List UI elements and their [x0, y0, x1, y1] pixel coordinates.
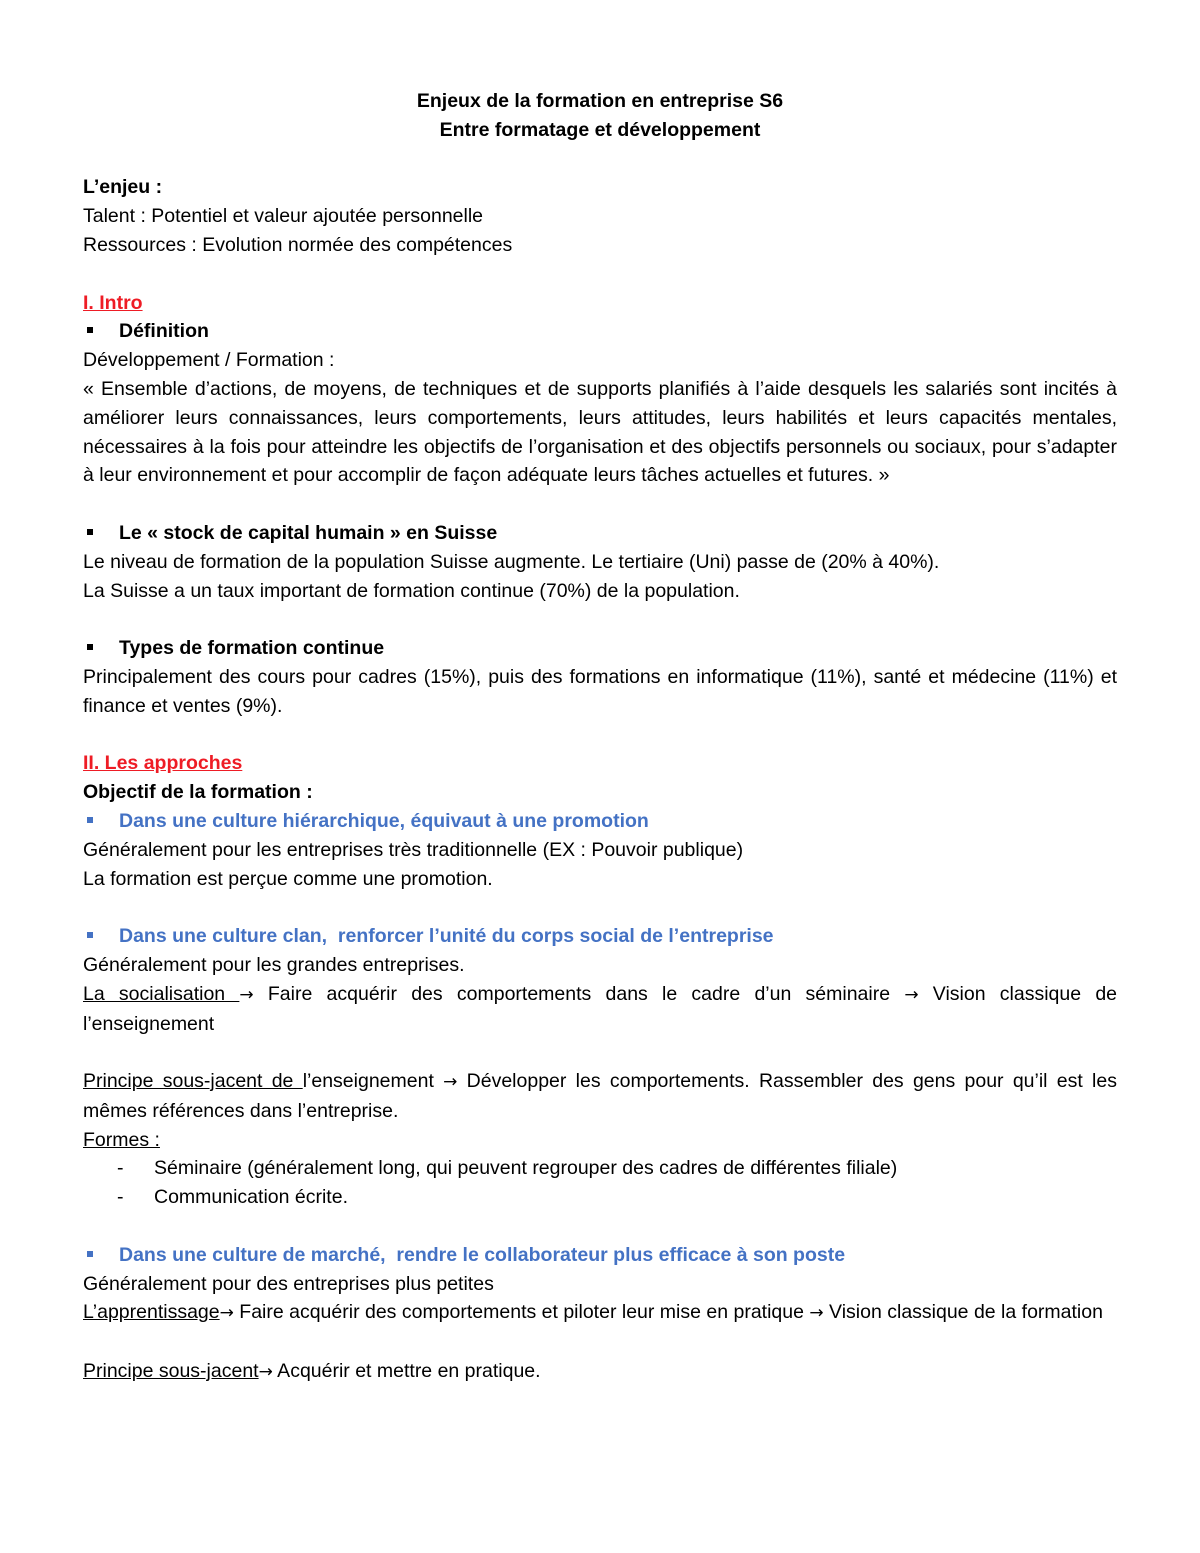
square-bullet-icon	[87, 1251, 93, 1257]
clan-line-1: Généralement pour les grandes entreprises.	[83, 953, 465, 976]
bullet-stock	[83, 519, 1117, 548]
enjeu-ressources: Ressources : Evolution normée des compétences	[83, 233, 513, 256]
hierarchique-line-1: Généralement pour les entreprises très traditionnelle (EX : Pouvoir publique)	[83, 838, 744, 861]
stock-title: Le « stock de capital humain » en Suisse	[119, 521, 498, 544]
square-bullet-icon	[87, 327, 93, 333]
spacer	[83, 490, 1117, 519]
section-approches-heading	[83, 749, 1117, 778]
spacer	[83, 721, 1117, 750]
principe-end: Développer les comportements. Rassembler des gens pour qu’il est les mêmes références dans l’entreprise.	[83, 1070, 1117, 1122]
apprentissage-text: Faire acquérir des comportements et piloter leur mise en pratique	[233, 1301, 810, 1324]
arrow-icon: →	[809, 1303, 824, 1324]
list-item	[83, 1154, 1117, 1183]
objectif-label: Objectif de la formation :	[83, 781, 313, 804]
marche-principe-label: Principe sous-jacent	[83, 1360, 259, 1383]
spacer	[83, 1212, 1117, 1241]
arrow-icon: →	[239, 984, 254, 1005]
spacer	[83, 605, 1117, 634]
clan-socialisation	[83, 980, 1117, 1039]
marche-principe	[83, 1357, 1117, 1387]
arrow-icon: →	[904, 984, 919, 1005]
forme-item-1: Séminaire (généralement long, qui peuvent regrouper des cadres de différentes filiale)	[154, 1157, 898, 1180]
spacer	[83, 145, 1117, 174]
spacer	[83, 260, 1117, 289]
document-title: Enjeux de la formation en entreprise S6	[416, 90, 784, 112]
stock-line-1: Le niveau de formation de la population Suisse augmente. Le tertiaire (Uni) passe de (20% à 40%).	[83, 550, 940, 573]
enjeu-talent: Talent : Potentiel et valeur ajoutée personnelle	[83, 205, 484, 228]
formes-label-line	[83, 1126, 1117, 1155]
spacer	[83, 893, 1117, 922]
marche-title: Dans une culture de marché, rendre le collaborateur plus efficace à son poste	[119, 1243, 846, 1266]
hierarchique-title: Dans une culture hiérarchique, équivaut à une promotion	[119, 809, 649, 832]
socialisation-text: Faire acquérir des comportements dans le cadre d’un séminaire	[253, 982, 905, 1005]
apprentissage-label: L’apprentissage	[83, 1301, 220, 1324]
clan-title: Dans une culture clan, renforcer l’unité du corps social de l’entreprise	[119, 925, 774, 948]
marche-apprentissage	[83, 1298, 1117, 1328]
bullet-types	[83, 634, 1117, 663]
section-approches-heading-text: II. Les approches	[83, 752, 243, 775]
square-bullet-icon	[87, 644, 93, 650]
socialisation-end: Vision classique de l’enseignement	[83, 982, 1118, 1035]
square-bullet-icon	[87, 817, 93, 823]
marche-principe-end: Acquérir et mettre en pratique.	[272, 1360, 541, 1383]
stock-line-2: La Suisse a un taux important de formation continue (70%) de la population.	[83, 579, 740, 602]
definition-title: Définition	[119, 320, 209, 343]
marche-line-1: Généralement pour des entreprises plus petites	[83, 1272, 494, 1295]
bullet-definition	[83, 317, 1117, 346]
arrow-icon: →	[219, 1303, 234, 1324]
clan-principe	[83, 1067, 1117, 1126]
spacer	[83, 1038, 1117, 1067]
list-item	[83, 1183, 1117, 1212]
document-subtitle: Entre formatage et développement	[439, 118, 761, 141]
types-title: Types de formation continue	[119, 637, 385, 660]
hierarchique-line-2: La formation est perçue comme une promotion.	[83, 867, 493, 890]
definition-text: « Ensemble d’actions, de moyens, de techniques et de supports planifiés à l’aide desquels les salariés sont incités à améliorer leurs connaissances, leurs comportements, leurs attitudes, leurs habilités et leurs capacités mentales, nécessaires à la fois pour atteindre les objectifs de l’organisation et des objectifs personnels ou sociaux, pour s’adapter à leur environnement et pour accomplir de façon adéquate leurs tâches actuelles et futures. »	[83, 377, 1117, 487]
section-intro-heading	[83, 289, 1117, 318]
principe-label: Principe sous-jacent de	[83, 1070, 303, 1093]
square-bullet-icon	[87, 932, 93, 938]
principe-text: l’enseignement	[302, 1070, 444, 1093]
square-bullet-icon	[87, 529, 93, 535]
dash-bullet: -	[117, 1186, 124, 1209]
spacer	[83, 1328, 1117, 1357]
bullet-clan	[83, 922, 1117, 951]
arrow-icon: →	[443, 1072, 458, 1093]
bullet-marche	[83, 1241, 1117, 1270]
formes-label: Formes :	[83, 1128, 160, 1151]
socialisation-label: La socialisation	[83, 982, 240, 1005]
bullet-hierarchique	[83, 807, 1117, 836]
types-text: Principalement des cours pour cadres (15%), puis des formations en informatique (11%), santé et médecine (11%) et finance et ventes (9%).	[83, 665, 1117, 717]
dash-bullet: -	[117, 1157, 124, 1180]
section-intro-heading-text: I. Intro	[83, 291, 143, 314]
apprentissage-end: Vision classique de la formation	[823, 1301, 1103, 1324]
definition-subtitle: Développement / Formation :	[83, 349, 335, 372]
forme-item-2: Communication écrite.	[154, 1186, 348, 1209]
enjeu-label: L’enjeu :	[83, 176, 163, 199]
arrow-icon: →	[258, 1362, 273, 1383]
